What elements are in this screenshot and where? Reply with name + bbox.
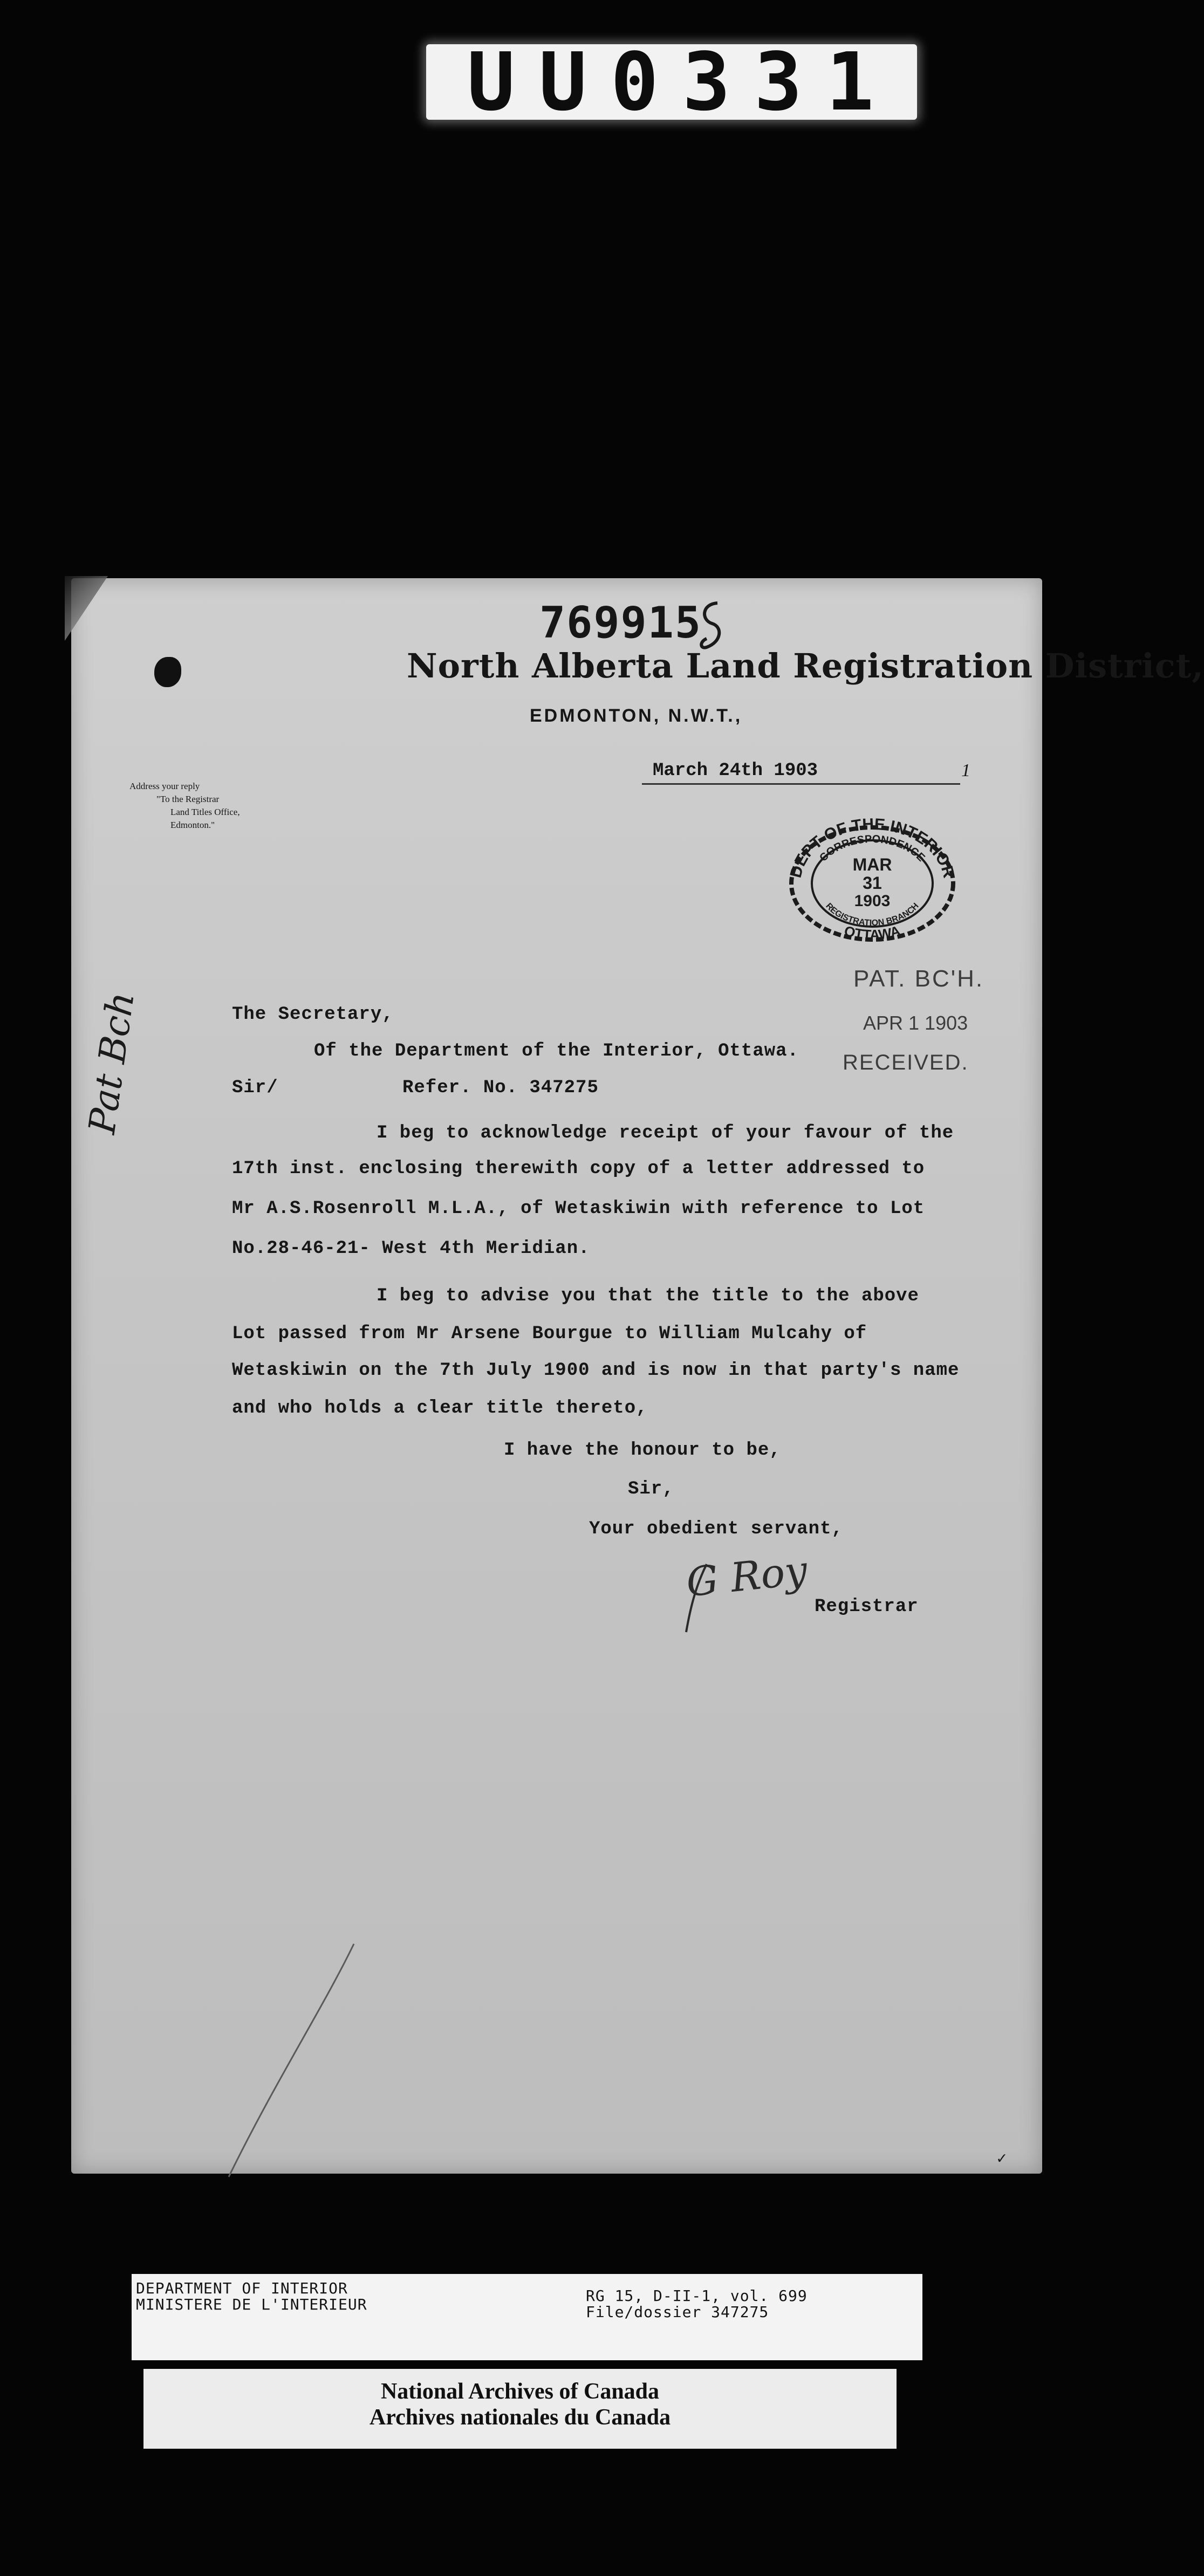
archive-reference-strip xyxy=(132,2274,922,2360)
handwritten-mark-icon xyxy=(696,599,728,653)
stamp-year: 1903 xyxy=(854,892,891,910)
frame-number-label xyxy=(426,36,917,128)
closing-line: I have the honour to be, xyxy=(504,1440,781,1461)
stamp-ring-inner-top: CORRESPONDENCE xyxy=(817,833,927,864)
letterhead-city: EDMONTON, N.W.T., xyxy=(530,705,743,726)
body-line: I beg to advise you that the title to the above xyxy=(377,1286,919,1306)
reply-note-line: Address your reply xyxy=(129,781,200,791)
department-french: MINISTERE DE L'INTERIEUR xyxy=(136,2296,367,2313)
body-line: Lot passed from Mr Arsene Bourgue to William Mulcahy of xyxy=(232,1324,867,1344)
department-received-stamp xyxy=(779,814,966,942)
body-line: I beg to acknowledge receipt of your favour of the xyxy=(377,1123,954,1143)
signature-flourish-icon xyxy=(685,1553,750,1634)
letter-date: March 24th 1903 xyxy=(653,761,818,781)
body-line: No.28-46-21- West 4th Meridian. xyxy=(232,1238,590,1259)
archive-file-reference xyxy=(586,2288,808,2320)
archives-name-english: National Archives of Canada xyxy=(380,2379,660,2404)
stamp-month: MAR xyxy=(852,855,892,874)
reference-number: Refer. No. 347275 xyxy=(402,1078,599,1098)
punch-hole xyxy=(154,657,181,687)
salutation-addressee: The Secretary, xyxy=(232,1004,394,1025)
registrar-signature: G Roy xyxy=(684,1547,810,1606)
salutation: Sir/ xyxy=(232,1078,278,1098)
body-line: 17th inst. enclosing therewith copy of a letter addressed to xyxy=(232,1159,925,1179)
file-dossier-number: File/dossier 347275 xyxy=(586,2303,769,2321)
reply-note-line: "To the Registrar xyxy=(156,794,220,804)
film-scratch-line xyxy=(227,1942,356,2179)
closing-servant: Your obedient servant, xyxy=(589,1519,843,1539)
frame-number: UU0331 xyxy=(467,36,898,128)
archives-name-french: Archives nationales du Canada xyxy=(369,2405,671,2430)
stamp-received-date: APR 1 1903 xyxy=(863,1012,968,1034)
closing-sir: Sir, xyxy=(628,1479,674,1499)
body-line: Mr A.S.Rosenroll M.L.A., of Wetaskiwin with reference to Lot xyxy=(232,1198,925,1219)
corner-tick-mark: ✓ xyxy=(997,2150,1007,2169)
department-english: DEPARTMENT OF INTERIOR xyxy=(136,2279,348,2297)
addressee-department: Of the Department of the Interior, Ottawa. xyxy=(314,1041,799,1061)
stamp-branch: PAT. BC'H. xyxy=(853,965,984,992)
stamp-day: 31 xyxy=(863,873,882,893)
body-line: and who holds a clear title thereto, xyxy=(232,1398,648,1419)
stamp-received-status: RECEIVED. xyxy=(843,1051,969,1074)
signatory-title: Registrar xyxy=(815,1597,919,1617)
file-number: 769915 xyxy=(539,598,702,648)
date-underline xyxy=(642,783,960,785)
letterhead-title: North Alberta Land Registration District, xyxy=(407,646,1204,686)
body-line: Wetaskiwin on the 7th July 1900 and is now in that party's name xyxy=(232,1360,960,1381)
reply-note-line: Edmonton." xyxy=(170,820,215,830)
archive-department xyxy=(136,2280,367,2313)
record-group-reference: RG 15, D-II-1, vol. 699 xyxy=(586,2287,808,2305)
page-number: 1 xyxy=(961,761,970,780)
archives-name-plate xyxy=(143,2369,897,2449)
reply-address-note xyxy=(129,780,270,832)
reply-note-line: Land Titles Office, xyxy=(170,807,240,817)
margin-handwritten-note: Pat Bch xyxy=(81,989,143,1136)
stamp-ring-bottom: OTTAWA xyxy=(842,922,902,942)
stamp-ring-top: DEPT OF THE INTERIOR xyxy=(786,815,958,880)
stamp-ring-inner-bottom: REGISTRATION BRANCH xyxy=(824,901,921,928)
